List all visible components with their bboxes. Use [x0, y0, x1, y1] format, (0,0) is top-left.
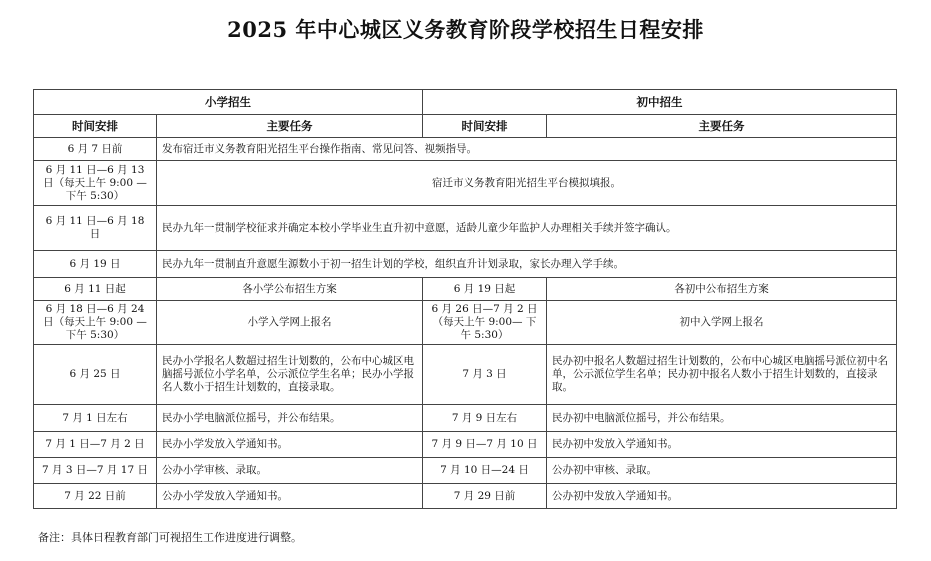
middle-task: 公办初中发放入学通知书。 — [547, 484, 897, 509]
table-row — [34, 345, 897, 405]
table-row — [34, 484, 897, 509]
middle-time: 7 月 29 日前 — [423, 484, 547, 509]
middle-time: 7 月 9 日—7 月 10 日 — [423, 432, 547, 458]
primary-task: 小学入学网上报名 — [157, 301, 423, 345]
primary-task: 民办小学发放入学通知书。 — [157, 432, 423, 458]
middle-task: 公办初中审核、录取。 — [547, 458, 897, 484]
primary-time: 7 月 22 日前 — [34, 484, 157, 509]
middle-task-header: 主要任务 — [547, 115, 897, 138]
middle-school-header: 初中招生 — [423, 90, 897, 115]
middle-task: 各初中公布招生方案 — [547, 278, 897, 301]
row-task: 发布宿迁市义务教育阳光招生平台操作指南、常见问答、视频指导。 — [157, 138, 897, 161]
primary-task-header: 主要任务 — [157, 115, 423, 138]
primary-time-header: 时间安排 — [34, 115, 157, 138]
middle-time: 6 月 26 日—7 月 2 日（每天上午 9:00— 下午 5:30） — [423, 301, 547, 345]
table-row — [34, 161, 897, 206]
primary-time: 7 月 3 日—7 月 17 日 — [34, 458, 157, 484]
row-task: 民办九年一贯制直升意愿生源数小于初一招生计划的学校，组织直升计划录取，家长办理入学手续。 — [157, 251, 897, 278]
middle-task: 民办初中电脑派位摇号，并公布结果。 — [547, 405, 897, 432]
row-task: 民办九年一贯制学校征求并确定本校小学毕业生直升初中意愿，适龄儿童少年监护人办理相关手续并签字确认。 — [157, 206, 897, 251]
middle-task: 初中入学网上报名 — [547, 301, 897, 345]
middle-time: 7 月 3 日 — [423, 345, 547, 405]
table-row — [34, 405, 897, 432]
middle-task: 民办初中报名人数超过招生计划数的，公布中心城区电脑摇号派位初中名单，公示派位学生名单；民办初中报名人数小于招生计划数的，直接录取。 — [547, 345, 897, 405]
primary-time: 6 月 11 日起 — [34, 278, 157, 301]
table-row — [34, 432, 897, 458]
table-subheader-row — [34, 115, 897, 138]
primary-task: 民办小学电脑派位摇号，并公布结果。 — [157, 405, 423, 432]
primary-time: 7 月 1 日左右 — [34, 405, 157, 432]
primary-task: 民办小学报名人数超过招生计划数的，公布中心城区电脑摇号派位小学名单，公示派位学生名单；民办小学报名人数小于招生计划数的，直接录取。 — [157, 345, 423, 405]
primary-task: 公办小学发放入学通知书。 — [157, 484, 423, 509]
primary-school-header: 小学招生 — [34, 90, 423, 115]
primary-time: 6 月 18 日—6 月 24 日（每天上午 9:00 —下午 5:30） — [34, 301, 157, 345]
table-row — [34, 301, 897, 345]
middle-time: 7 月 9 日左右 — [423, 405, 547, 432]
middle-time: 7 月 10 日—24 日 — [423, 458, 547, 484]
table-row — [34, 251, 897, 278]
table-row — [34, 458, 897, 484]
primary-task: 各小学公布招生方案 — [157, 278, 423, 301]
row-time: 6 月 11 日—6 月 13 日（每天上午 9:00 —下午 5:30） — [34, 161, 157, 206]
row-time: 6 月 19 日 — [34, 251, 157, 278]
primary-time: 6 月 25 日 — [34, 345, 157, 405]
row-time: 6 月 7 日前 — [34, 138, 157, 161]
table-header-row — [34, 90, 897, 115]
primary-time: 7 月 1 日—7 月 2 日 — [34, 432, 157, 458]
table-row — [34, 278, 897, 301]
primary-task: 公办小学审核、录取。 — [157, 458, 423, 484]
page-title: 2025 年中心城区义务教育阶段学校招生日程安排 — [227, 17, 704, 42]
table-row — [34, 206, 897, 251]
footnote: 备注：具体日程教育部门可视招生工作进度进行调整。 — [38, 531, 302, 544]
middle-time: 6 月 19 日起 — [423, 278, 547, 301]
middle-task: 民办初中发放入学通知书。 — [547, 432, 897, 458]
row-task: 宿迁市义务教育阳光招生平台模拟填报。 — [157, 161, 897, 206]
middle-time-header: 时间安排 — [423, 115, 547, 138]
table-row — [34, 138, 897, 161]
row-time: 6 月 11 日—6 月 18 日 — [34, 206, 157, 251]
enrollment-schedule-table — [33, 89, 897, 509]
